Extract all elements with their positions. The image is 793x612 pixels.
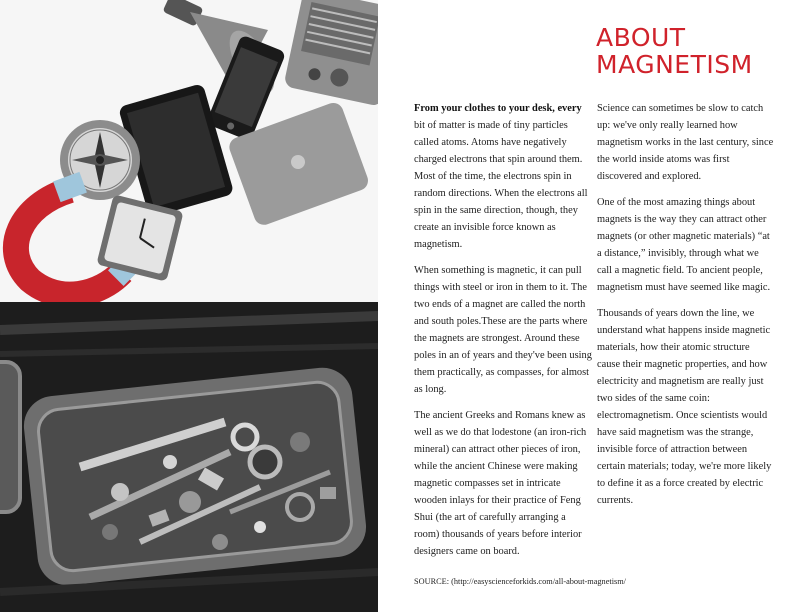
bolts-tin-photo <box>0 302 378 612</box>
paragraph-ancient: The ancient Greeks and Romans knew as well as we do that lodestone (an iron-rich mineral) can attract other pieces of iron, while the ancient Chinese were making magnetic compasses set in intricate wooden inlays for their practice of Feng Shui (the art of carefully arranging a room) thousands of years before interior designers came on board. <box>414 409 587 558</box>
paragraph-intro-body: bit of matter is made of tiny particles called atoms. Atoms have negatively charged electrons that spin around them. Most of the time, the electrons spin in random directions. When the electrons all spin in the same direction, though, they create an invisible force known as magnetism. <box>414 120 588 251</box>
bolts-tin-illustration <box>0 302 378 612</box>
paragraph-intro <box>414 100 592 253</box>
paragraph-poles: When something is magnetic, it can pull things with steel or iron in them to it. The two ends of a magnet are called the north and south poles.These are the parts where the magnets are strongest. Around these poles in an of years and they've been using them practically, as compasses, for almost as long. <box>414 264 592 396</box>
vintage-radio <box>283 0 378 107</box>
lead-in-text: From your clothes to your desk, every <box>414 103 582 114</box>
text-column-left <box>414 100 592 569</box>
source-citation: SOURCE: (http://easyscienceforkids.com/all-about-magnetism/ <box>414 577 626 586</box>
paragraph-science: Science can sometimes be slow to catch up: we've only really learned how magnetism works in the last century, since the world inside atoms was first discovered and explored. <box>597 103 774 183</box>
paragraph-electromagnetism: Thousands of years down the line, we understand what happens inside magnetic materials, how their atomic structure cause their magnetic properties, and how electricity and magnetism are really just two sides of the same coin: electromagnetism. Once scientists would have said magnetism was the strange, invisible force of attraction between certain materials; today, we're more likely to define it as a force created by electric currents. <box>597 307 772 507</box>
magnetic-objects-photo <box>0 0 378 302</box>
title-line-1: ABOUT <box>596 23 686 52</box>
title-line-2: MAGNETISM <box>596 50 753 79</box>
paragraph-attraction: One of the most amazing things about magnets is the way they can attract other magnets (or other magnetic materials) “at a distance,” invisibly, through what we call a magnetic field. To ancient people, magnetism must have seemed like magic. <box>597 196 771 293</box>
magnetic-objects-illustration <box>0 0 378 302</box>
text-column-right <box>597 100 775 518</box>
page-title <box>596 24 786 78</box>
